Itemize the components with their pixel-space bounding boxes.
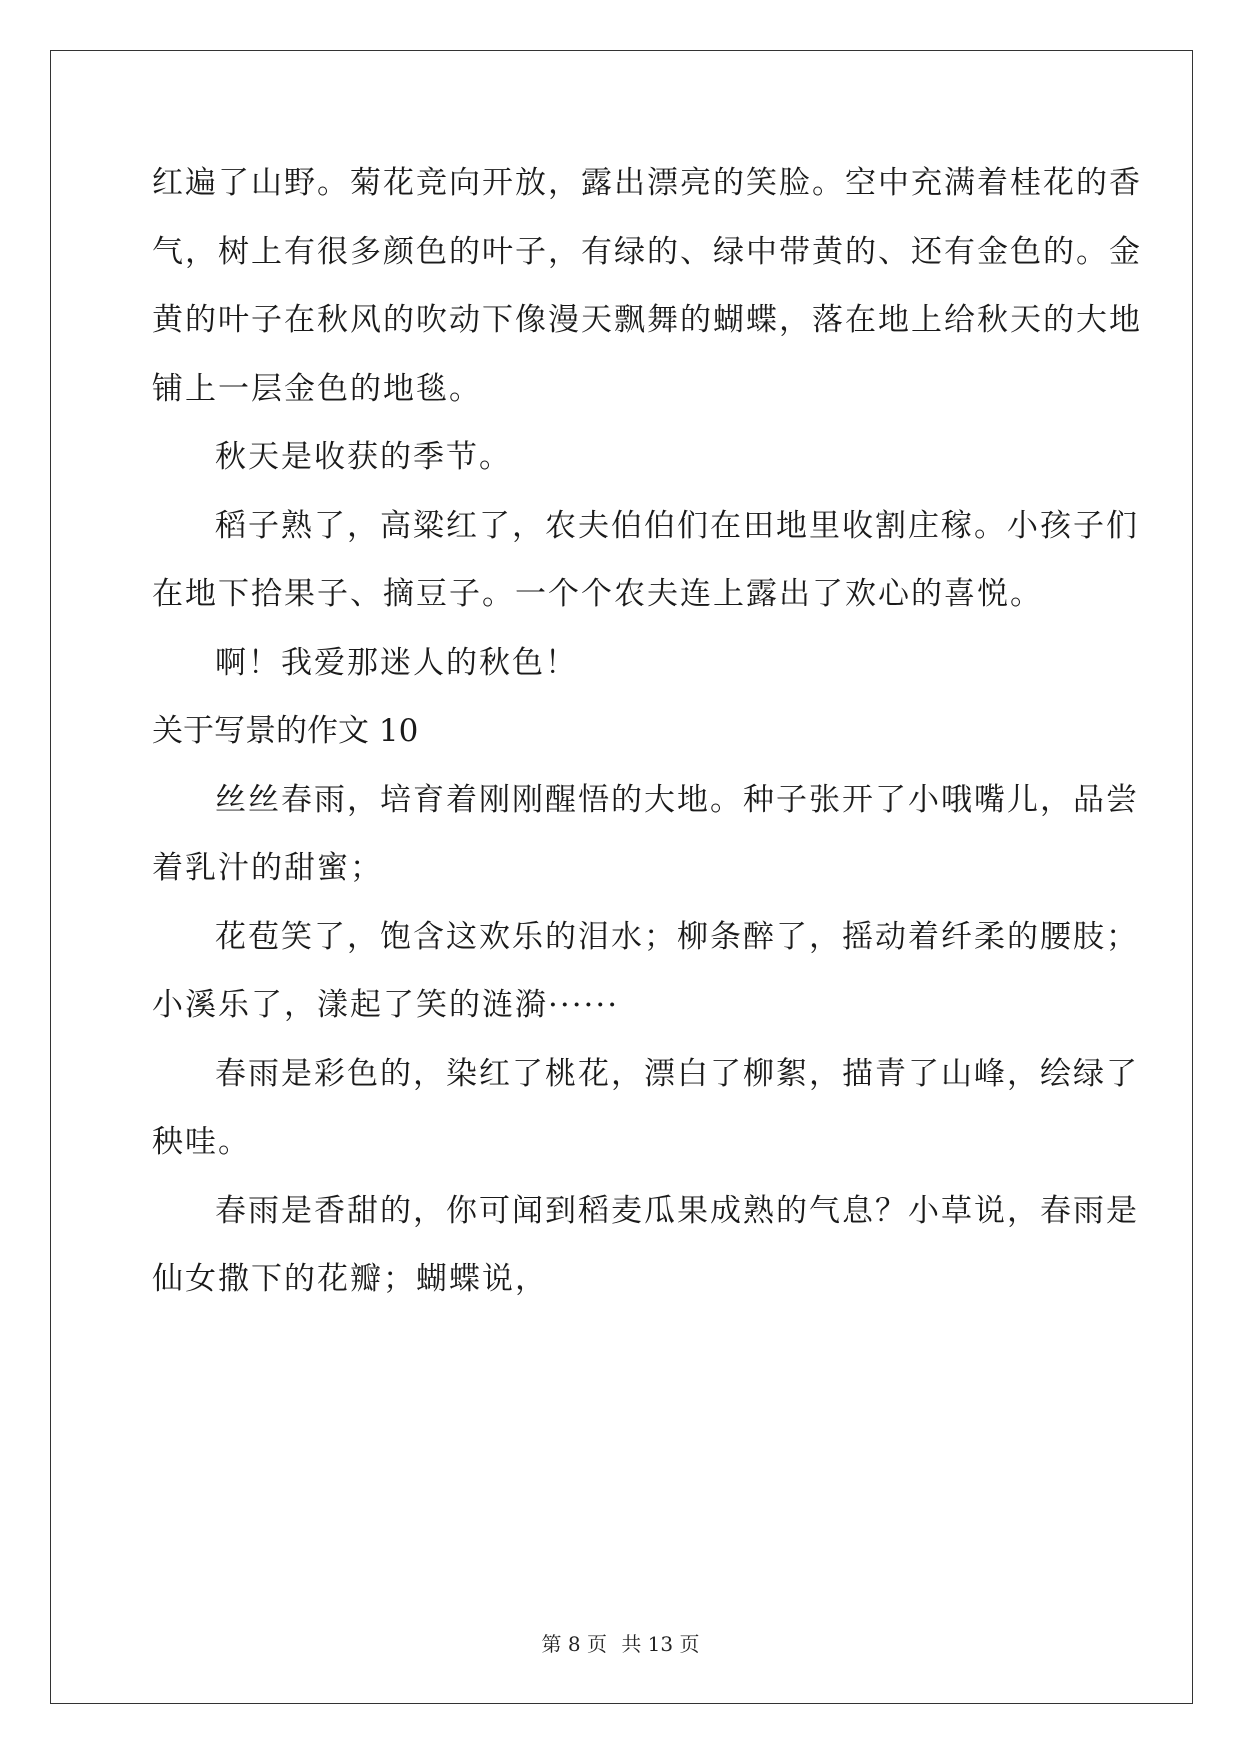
text-line: 丝丝春雨，培育着刚刚醒悟的大地。种子张开了小哦嘴儿，品尝 <box>215 781 1139 818</box>
text-line: 花苞笑了，饱含这欢乐的泪水；柳条醉了，摇动着纤柔的腰肢； <box>215 918 1139 955</box>
section-heading: 关于写景的作文 10 <box>152 713 419 749</box>
text-line: 春雨是香甜的，你可闻到稻麦瓜果成熟的气息？小草说，春雨是 <box>215 1192 1139 1229</box>
text-line: 秋天是收获的季节。 <box>215 439 512 475</box>
text-line: 着乳汁的甜蜜； <box>152 850 383 886</box>
text-line: 秧哇。 <box>152 1124 251 1160</box>
text-line: 黄的叶子在秋风的吹动下像漫天飘舞的蝴蝶，落在地上给秋天的大地 <box>152 302 1142 338</box>
page-number: 第 8 页 <box>541 1632 607 1656</box>
text-line: 啊！我爱那迷人的秋色！ <box>215 644 578 681</box>
page-footer <box>0 1628 1241 1657</box>
text-line: 小溪乐了，漾起了笑的涟漪······ <box>152 987 620 1023</box>
text-line: 红遍了山野。菊花竞向开放，露出漂亮的笑脸。空中充满着桂花的香 <box>152 165 1142 201</box>
document-body <box>152 163 1142 1328</box>
text-line: 仙女撒下的花瓣；蝴蝶说， <box>152 1261 548 1297</box>
text-line: 春雨是彩色的，染红了桃花，漂白了柳絮，描青了山峰，绘绿了 <box>215 1055 1139 1092</box>
text-line: 在地下拾果子、摘豆子。一个个农夫连上露出了欢心的喜悦。 <box>152 576 1043 612</box>
page-total: 共 13 页 <box>621 1632 700 1656</box>
text-line: 稻子熟了，高粱红了，农夫伯伯们在田地里收割庄稼。小孩子们 <box>215 507 1139 544</box>
text-line: 铺上一层金色的地毯。 <box>152 370 482 407</box>
text-line: 气，树上有很多颜色的叶子，有绿的、绿中带黄的、还有金色的。金 <box>152 233 1142 270</box>
